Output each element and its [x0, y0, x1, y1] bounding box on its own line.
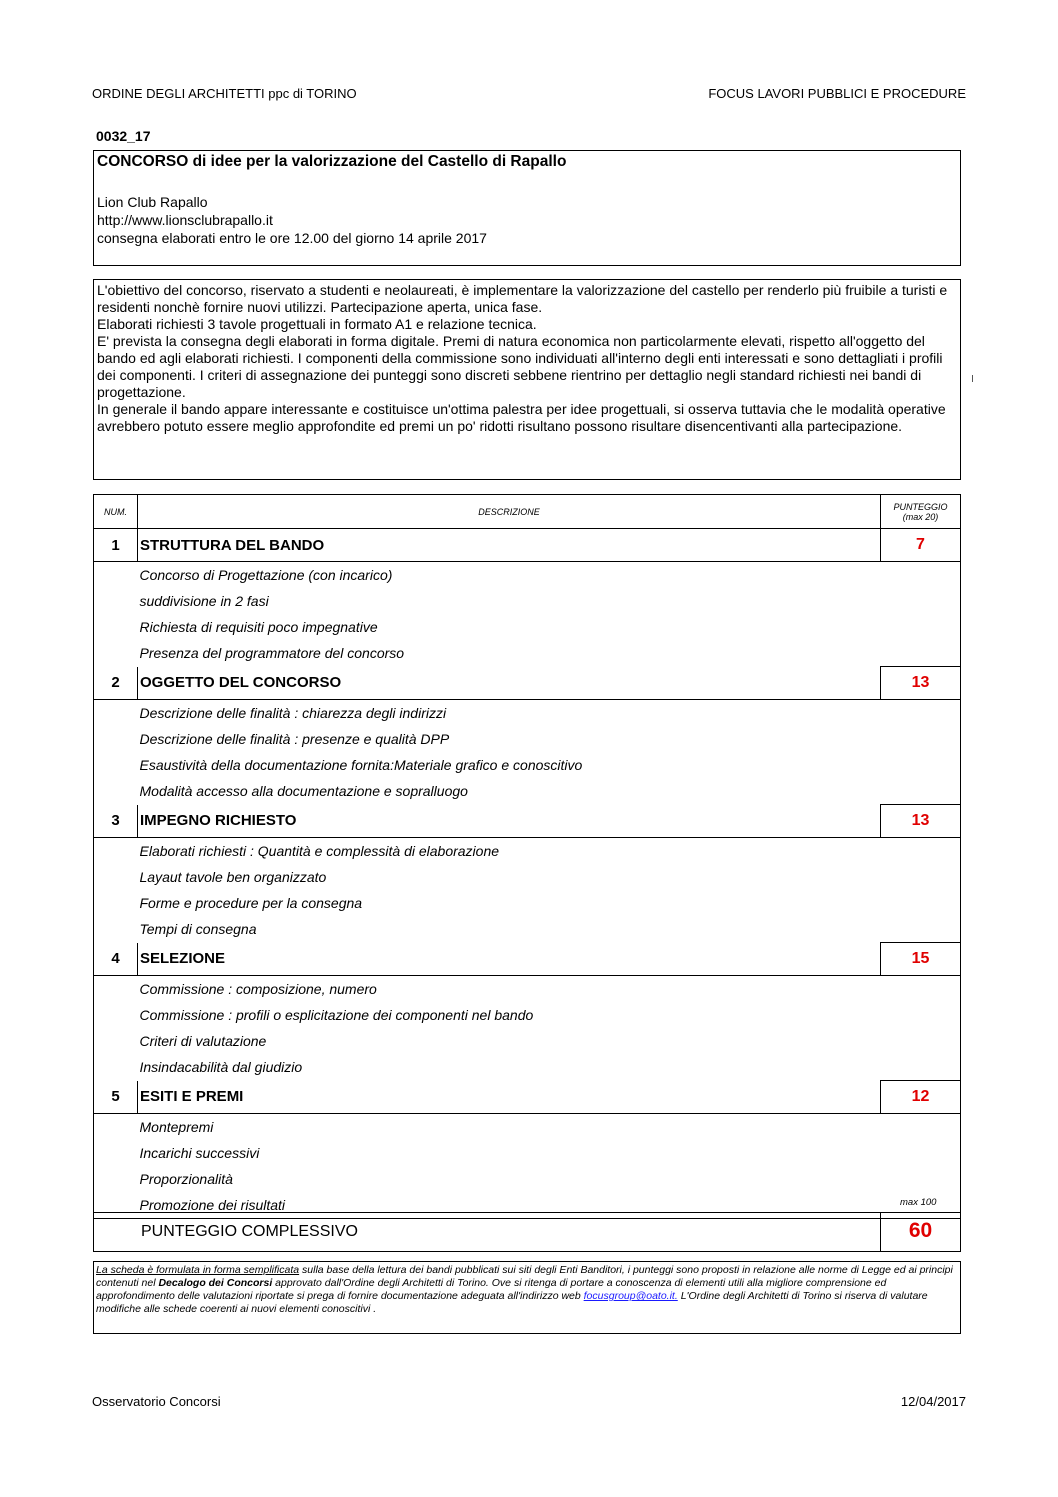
criterion-text: Promozione dei risultati — [138, 1192, 881, 1219]
section-row — [94, 667, 961, 700]
section-title: SELEZIONE — [138, 943, 881, 976]
column-header-score — [881, 495, 961, 529]
description-paragraph: In generale il bando appare interessante e costituisce un'ottima palestra per idee progettuali, si osserva tuttavia che le modalità operative avrebbero potuto essere meglio approfondite ed premi un po' ridotti risultano possono risultare disencentivanti alla partecipazione. — [97, 401, 946, 434]
decalogue-reference: Decalogo dei Concorsi — [158, 1277, 273, 1289]
criterion-spacer — [94, 700, 138, 727]
section-number: 5 — [94, 1081, 138, 1114]
criterion-spacer — [94, 916, 138, 943]
criterion-spacer — [94, 726, 138, 752]
criterion-row — [94, 864, 961, 890]
criterion-row — [94, 1140, 961, 1166]
footer-left: Osservatorio Concorsi — [92, 1394, 221, 1409]
disclaimer-part: approvato dall'Ordine degli Architetti di Torino. Ove si ritenga di portare a conoscenza di elementi utili alla migliore comprensione ed approfondimento delle valutazioni riportate si prega di fornire documentazione adeguata all'indirizzo web — [96, 1277, 887, 1302]
criterion-text: Elaborati richiesti : Quantità e complessità di elaborazione — [139, 843, 500, 859]
column-header-score-label: PUNTEGGIO — [893, 501, 948, 512]
criterion-row — [94, 838, 961, 865]
criterion-text: Descrizione delle finalità : presenze e qualità DPP — [139, 731, 450, 747]
margin-mark — [972, 375, 973, 382]
section-title: ESITI E PREMI — [138, 1081, 881, 1114]
criterion-spacer — [94, 752, 138, 778]
criterion-score-cell — [881, 778, 961, 805]
description-paragraph: Elaborati richiesti 3 tavole progettuali in formato A1 e relazione tecnica. — [97, 316, 537, 332]
email-link[interactable]: focusgroup@oato.it. — [583, 1290, 678, 1302]
criterion-spacer — [94, 1114, 138, 1141]
criterion-text: Montepremi — [139, 1119, 214, 1135]
total-score: 60 — [880, 1212, 960, 1252]
footer-date: 12/04/2017 — [900, 1394, 966, 1409]
criterion-spacer — [94, 614, 138, 640]
criterion-spacer — [94, 890, 138, 916]
criterion-text: Descrizione delle finalità : chiarezza degli indirizzi — [139, 705, 447, 721]
criterion-row — [94, 588, 961, 614]
criterion-score-cell — [881, 890, 961, 916]
criterion-spacer — [94, 1002, 138, 1028]
description-paragraph: L'obiettivo del concorso, riservato a studenti e neolaureati, è implementare la valorizzazione del castello per renderlo più fruibile a turisti e residenti nonchè fornire nuovi utilizzi. Partecipazione aperta, unica fase. — [97, 282, 948, 315]
criterion-spacer — [94, 588, 138, 614]
section-row — [94, 943, 961, 976]
criterion-score-cell — [881, 916, 961, 943]
criterion-score-cell — [881, 562, 961, 589]
criterion-score-cell — [881, 726, 961, 752]
criterion-row — [94, 726, 961, 752]
criterion-score-cell — [881, 588, 961, 614]
criterion-text: Commissione : composizione, numero — [139, 981, 377, 997]
criterion-text: Richiesta di requisiti poco impegnative — [139, 619, 378, 635]
criterion-row — [94, 1028, 961, 1054]
competition-url[interactable]: http://www.lionsclubrapallo.it — [97, 212, 273, 228]
criterion-text: Criteri di valutazione — [139, 1033, 267, 1049]
criterion-text: Esaustività della documentazione fornita:Materiale grafico e conoscitivo — [139, 757, 583, 773]
criterion-text: Modalità accesso alla documentazione e sopralluogo — [139, 783, 468, 800]
criterion-spacer — [94, 1054, 138, 1081]
section-title: STRUTTURA DEL BANDO — [138, 529, 881, 562]
criterion-spacer — [94, 1166, 138, 1192]
disclaimer-box — [93, 1261, 961, 1334]
score-table — [93, 494, 961, 1219]
section-score: 7 — [881, 529, 961, 562]
header-organization: ORDINE DEGLI ARCHITETTI ppc di TORINO — [92, 86, 357, 101]
criterion-row — [94, 562, 961, 589]
competition-title: CONCORSO di idee per la valorizzazione del Castello di Rapallo — [97, 153, 567, 170]
criterion-spacer — [94, 1140, 138, 1166]
criterion-row — [94, 1166, 961, 1192]
disclaimer-part: L'Ordine degli Architetti di Torino si riserva di valutare modifiche alle schede coerenti ai nuovi elementi conoscitivi . — [96, 1290, 928, 1315]
criterion-row — [94, 614, 961, 640]
section-number: 3 — [94, 805, 138, 838]
competition-organizer: Lion Club Rapallo — [97, 194, 208, 210]
criterion-spacer — [94, 640, 138, 667]
criterion-row — [94, 890, 961, 916]
section-score: 13 — [881, 667, 961, 700]
section-row — [94, 1081, 961, 1114]
criterion-row — [94, 1054, 961, 1081]
criterion-spacer — [94, 864, 138, 890]
section-score: 13 — [881, 805, 961, 838]
section-number: 4 — [94, 943, 138, 976]
criterion-score-cell — [881, 838, 961, 865]
criterion-score-cell — [881, 864, 961, 890]
competition-box — [93, 150, 961, 266]
criterion-text: suddivisione in 2 fasi — [139, 593, 269, 609]
description-paragraph: E' prevista la consegna degli elaborati in forma digitale. Premi di natura economica non particolarmente elevati, rispetto all'oggetto del bando ed agli elaborati richiesti. I componenti della commissione sono individuati all'interno degli enti interessati e sono dettagliati i profili dei componenti. I criteri di assegnazione dei punteggi sono discreti sebbene rientrino per dettaglio negli standard richiesti nei bandi di progettazione. — [97, 333, 943, 400]
criterion-score-cell — [881, 1114, 961, 1141]
criterion-text: Commissione : profili o esplicitazione dei componenti nel bando — [139, 1007, 534, 1023]
total-box — [93, 1212, 961, 1252]
criterion-spacer — [94, 1028, 138, 1054]
criterion-score-cell — [881, 976, 961, 1003]
criterion-text: Presenza del programmatore del concorso — [139, 645, 405, 662]
description-box — [93, 279, 961, 480]
criterion-text: Incarichi successivi — [139, 1145, 260, 1161]
criterion-row — [94, 976, 961, 1003]
section-number: 2 — [94, 667, 138, 700]
criterion-row — [94, 778, 961, 805]
column-header-num: NUM. — [94, 495, 138, 529]
section-row — [94, 805, 961, 838]
disclaimer-text — [96, 1264, 958, 1316]
criterion-spacer — [94, 562, 138, 589]
total-label: PUNTEGGIO COMPLESSIVO — [141, 1223, 358, 1240]
criterion-score-cell — [881, 700, 961, 727]
section-score: 15 — [881, 943, 961, 976]
competition-deadline: consegna elaborati entro le ore 12.00 del giorno 14 aprile 2017 — [97, 230, 487, 246]
criterion-text: Tempi di consegna — [139, 921, 257, 938]
disclaimer-part: La scheda è formulata in forma semplificata — [96, 1264, 300, 1276]
criterion-row — [94, 916, 961, 943]
header-section: FOCUS LAVORI PUBBLICI E PROCEDURE — [708, 86, 966, 101]
section-number: 1 — [94, 529, 138, 562]
criterion-spacer — [94, 976, 138, 1003]
criterion-text: Proporzionalità — [139, 1171, 233, 1187]
criterion-text: Concorso di Progettazione (con incarico) — [139, 567, 393, 583]
criterion-spacer — [94, 838, 138, 865]
criterion-text: Layaut tavole ben organizzato — [139, 869, 327, 885]
criterion-score-cell — [881, 1028, 961, 1054]
section-row — [94, 529, 961, 562]
criterion-row — [94, 1114, 961, 1141]
column-header-description: DESCRIZIONE — [138, 495, 881, 529]
criterion-row — [94, 752, 961, 778]
document-code: 0032_17 — [96, 128, 151, 144]
section-title: OGGETTO DEL CONCORSO — [138, 667, 881, 700]
section-score: 12 — [881, 1081, 961, 1114]
criterion-score-cell — [881, 1002, 961, 1028]
criterion-text: Insindacabilità dal giudizio — [139, 1059, 303, 1076]
criterion-score-cell — [881, 614, 961, 640]
criterion-score-cell — [881, 640, 961, 667]
criterion-score-cell — [881, 1140, 961, 1166]
criterion-spacer — [94, 778, 138, 805]
total-max-label: max 100 — [900, 1197, 937, 1208]
criterion-row — [94, 1002, 961, 1028]
column-header-score-max: (max 20) — [902, 511, 939, 522]
criterion-score-cell — [881, 1054, 961, 1081]
criterion-score-cell — [881, 1166, 961, 1192]
table-header-row — [94, 495, 961, 529]
criterion-score-cell — [881, 752, 961, 778]
criterion-row — [94, 640, 961, 667]
disclaimer-part: sulla base della lettura dei bandi pubblicati sui siti degli Enti Banditori, i punteggi sono proposti in relazione alle norme di Legge ed ai principi contenuti nel — [96, 1264, 953, 1289]
section-title: IMPEGNO RICHIESTO — [138, 805, 881, 838]
criterion-text: Forme e procedure per la consegna — [139, 895, 363, 911]
criterion-row — [94, 700, 961, 727]
